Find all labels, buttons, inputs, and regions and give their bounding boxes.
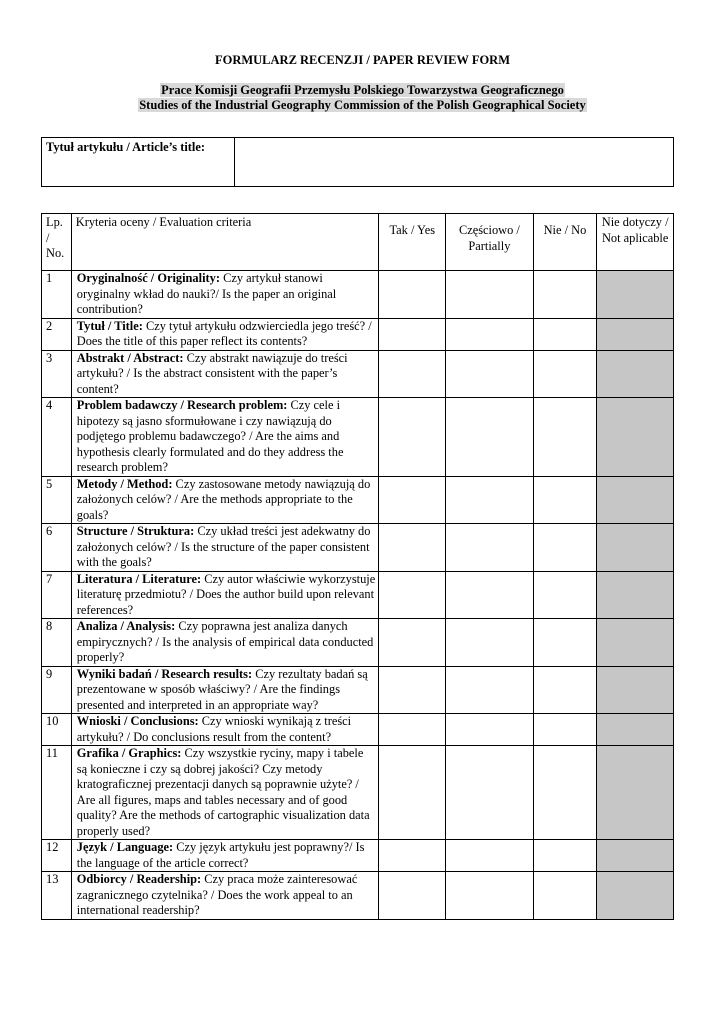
criterion-cell xyxy=(71,398,378,477)
no-cell[interactable] xyxy=(533,872,597,920)
not-applicable-cell[interactable] xyxy=(597,666,674,714)
criterion-name: Wnioski / Conclusions: xyxy=(76,714,199,728)
table-row xyxy=(42,714,674,746)
criterion-name: Język / Language: xyxy=(76,840,174,854)
article-title-field[interactable] xyxy=(235,138,674,187)
criterion-name: Tytuł / Title: xyxy=(76,318,143,333)
partially-cell[interactable] xyxy=(446,666,533,714)
criterion-question: Czy wnioski wynikają z treści artykułu? / Do conclusions result from the content? xyxy=(76,714,352,744)
row-number: 7 xyxy=(42,571,72,619)
row-number: 2 xyxy=(42,318,72,350)
header-criteria: Kryteria oceny / Evaluation criteria xyxy=(71,214,378,271)
table-row xyxy=(42,350,674,398)
criterion-cell xyxy=(71,666,378,714)
criterion-question: Czy zastosowane metody nawiązują do założonych celów? / Are the methods appropriate to the goals? xyxy=(76,476,371,522)
no-cell[interactable] xyxy=(533,666,597,714)
partially-cell[interactable] xyxy=(446,350,533,398)
row-number: 9 xyxy=(42,666,72,714)
not-applicable-cell[interactable] xyxy=(597,476,674,524)
criterion-question: Czy abstrakt nawiązuje do treści artykułu? / Is the abstract consistent with the paper’s content? xyxy=(76,350,348,396)
not-applicable-cell[interactable] xyxy=(597,571,674,619)
table-row xyxy=(42,872,674,920)
criterion-cell xyxy=(71,872,378,920)
partially-cell[interactable] xyxy=(446,271,533,319)
criterion-name: Oryginalność / Originality: xyxy=(76,271,220,285)
criterion-question: Czy język artykułu jest poprawny?/ Is the language of the article correct? xyxy=(76,840,365,870)
table-row xyxy=(42,840,674,872)
partially-cell[interactable] xyxy=(446,571,533,619)
yes-cell[interactable] xyxy=(379,398,446,477)
yes-cell[interactable] xyxy=(379,714,446,746)
criterion-question: Czy wszystkie ryciny, mapy i tabele są konieczne i czy są dobrej jakości? Czy metody kratograficznej prezentacji danych są poprawnie użyte? / Are all figures, maps and tables necessary and of good quality? Are the methods of cartographic visualization data properly used? xyxy=(76,746,370,838)
yes-cell[interactable] xyxy=(379,746,446,840)
table-row xyxy=(42,571,674,619)
row-number: 12 xyxy=(42,840,72,872)
criterion-cell xyxy=(71,476,378,524)
not-applicable-cell[interactable] xyxy=(597,318,674,350)
no-cell[interactable] xyxy=(533,571,597,619)
table-row xyxy=(42,476,674,524)
no-cell[interactable] xyxy=(533,524,597,572)
criterion-cell xyxy=(71,619,378,667)
row-number: 11 xyxy=(42,746,72,840)
yes-cell[interactable] xyxy=(379,271,446,319)
journal-name-en: Studies of the Industrial Geography Commission of the Polish Geographical Society xyxy=(139,98,586,112)
row-number: 5 xyxy=(42,476,72,524)
partially-cell[interactable] xyxy=(446,318,533,350)
yes-cell[interactable] xyxy=(379,872,446,920)
not-applicable-cell[interactable] xyxy=(597,524,674,572)
row-number: 10 xyxy=(42,714,72,746)
criterion-question: Czy artykuł stanowi oryginalny wkład do nauki?/ Is the paper an original contribution? xyxy=(76,271,337,316)
yes-cell[interactable] xyxy=(379,666,446,714)
criterion-cell xyxy=(71,840,378,872)
criterion-cell xyxy=(71,271,378,319)
header-no: Lp. / No. xyxy=(42,214,72,271)
criterion-question: Czy praca może zainteresować zagranicznego czytelnika? / Does the work appeal to an international readership? xyxy=(76,872,358,917)
criterion-name: Structure / Struktura: xyxy=(76,524,195,538)
criterion-name: Problem badawczy / Research problem: xyxy=(76,398,288,412)
header-no-answer: Nie / No xyxy=(533,214,597,271)
criterion-name: Grafika / Graphics: xyxy=(76,746,182,760)
yes-cell[interactable] xyxy=(379,619,446,667)
criterion-cell xyxy=(71,746,378,840)
criterion-name: Odbiorcy / Readership: xyxy=(76,872,202,886)
journal-name-pl: Prace Komisji Geografii Przemysłu Polskiego Towarzystwa Geograficznego xyxy=(161,83,564,97)
header-partially: Częściowo / Partially xyxy=(446,214,533,271)
not-applicable-cell[interactable] xyxy=(597,271,674,319)
criterion-question: Czy autor właściwie wykorzystuje literaturę przedmiotu? / Does the author build upon relevant references? xyxy=(76,571,376,617)
criterion-question: Czy tytuł artykułu odzwierciedla jego treść? / Does the title of this paper reflect its contents? xyxy=(76,318,372,348)
table-row xyxy=(42,746,674,840)
yes-cell[interactable] xyxy=(379,476,446,524)
yes-cell[interactable] xyxy=(379,350,446,398)
criterion-question: Czy cele i hipotezy są jasno sformułowane i czy nawiązują do podjętego problemu badawczego? / Are the aims and hypothesis clearly formulated and do they address the research problem? xyxy=(76,398,344,474)
row-number: 1 xyxy=(42,271,72,319)
partially-cell[interactable] xyxy=(446,619,533,667)
yes-cell[interactable] xyxy=(379,571,446,619)
yes-cell[interactable] xyxy=(379,318,446,350)
no-cell[interactable] xyxy=(533,350,597,398)
criterion-name: Wyniki badań / Research results: xyxy=(76,666,253,681)
yes-cell[interactable] xyxy=(379,524,446,572)
criterion-question: Czy rezultaty badań są prezentowane w sposób właściwy? / Are the findings presented and interpreted in an appropriate way? xyxy=(76,666,368,712)
no-cell[interactable] xyxy=(533,476,597,524)
criterion-cell xyxy=(71,318,378,350)
no-cell[interactable] xyxy=(533,619,597,667)
criterion-cell xyxy=(71,350,378,398)
not-applicable-cell[interactable] xyxy=(597,746,674,840)
partially-cell[interactable] xyxy=(446,872,533,920)
table-row xyxy=(42,318,674,350)
header-not-applicable: Nie dotyczy / Not aplicable xyxy=(597,214,674,271)
no-cell[interactable] xyxy=(533,398,597,477)
criterion-name: Analiza / Analysis: xyxy=(76,619,176,633)
criterion-cell xyxy=(71,571,378,619)
table-header-row xyxy=(42,214,674,271)
no-cell[interactable] xyxy=(533,746,597,840)
table-row xyxy=(42,524,674,572)
not-applicable-cell[interactable] xyxy=(597,840,674,872)
partially-cell[interactable] xyxy=(446,746,533,840)
not-applicable-cell[interactable] xyxy=(597,350,674,398)
not-applicable-cell[interactable] xyxy=(597,619,674,667)
criterion-cell xyxy=(71,714,378,746)
row-number: 6 xyxy=(42,524,72,572)
not-applicable-cell[interactable] xyxy=(597,714,674,746)
header-yes: Tak / Yes xyxy=(379,214,446,271)
form-title: FORMULARZ RECENZJI / PAPER REVIEW FORM xyxy=(214,53,511,67)
row-number: 4 xyxy=(42,398,72,477)
no-cell[interactable] xyxy=(533,271,597,319)
row-number: 3 xyxy=(42,350,72,398)
criterion-cell xyxy=(71,524,378,572)
row-number: 8 xyxy=(42,619,72,667)
partially-cell[interactable] xyxy=(446,840,533,872)
table-row xyxy=(42,398,674,477)
partially-cell[interactable] xyxy=(446,524,533,572)
no-cell[interactable] xyxy=(533,840,597,872)
row-number: 13 xyxy=(42,872,72,920)
partially-cell[interactable] xyxy=(446,476,533,524)
table-row xyxy=(42,619,674,667)
table-row xyxy=(42,271,674,319)
partially-cell[interactable] xyxy=(446,398,533,477)
partially-cell[interactable] xyxy=(446,714,533,746)
criterion-name: Abstrakt / Abstract: xyxy=(76,350,184,365)
article-title-table xyxy=(41,137,674,187)
yes-cell[interactable] xyxy=(379,840,446,872)
article-title-label: Tytuł artykułu / Article’s title: xyxy=(42,138,235,187)
not-applicable-cell[interactable] xyxy=(597,872,674,920)
criterion-question: Czy poprawna jest analiza danych empirycznych? / Is the analysis of empirical data conducted properly? xyxy=(76,619,374,664)
no-cell[interactable] xyxy=(533,318,597,350)
criterion-question: Czy układ treści jest adekwatny do założonych celów? / Is the structure of the paper consistent with the goals? xyxy=(76,524,371,569)
evaluation-criteria-table xyxy=(41,213,674,920)
criterion-name: Metody / Method: xyxy=(76,476,173,491)
criterion-name: Literatura / Literature: xyxy=(76,571,202,586)
table-row xyxy=(42,666,674,714)
not-applicable-cell[interactable] xyxy=(597,398,674,477)
no-cell[interactable] xyxy=(533,714,597,746)
